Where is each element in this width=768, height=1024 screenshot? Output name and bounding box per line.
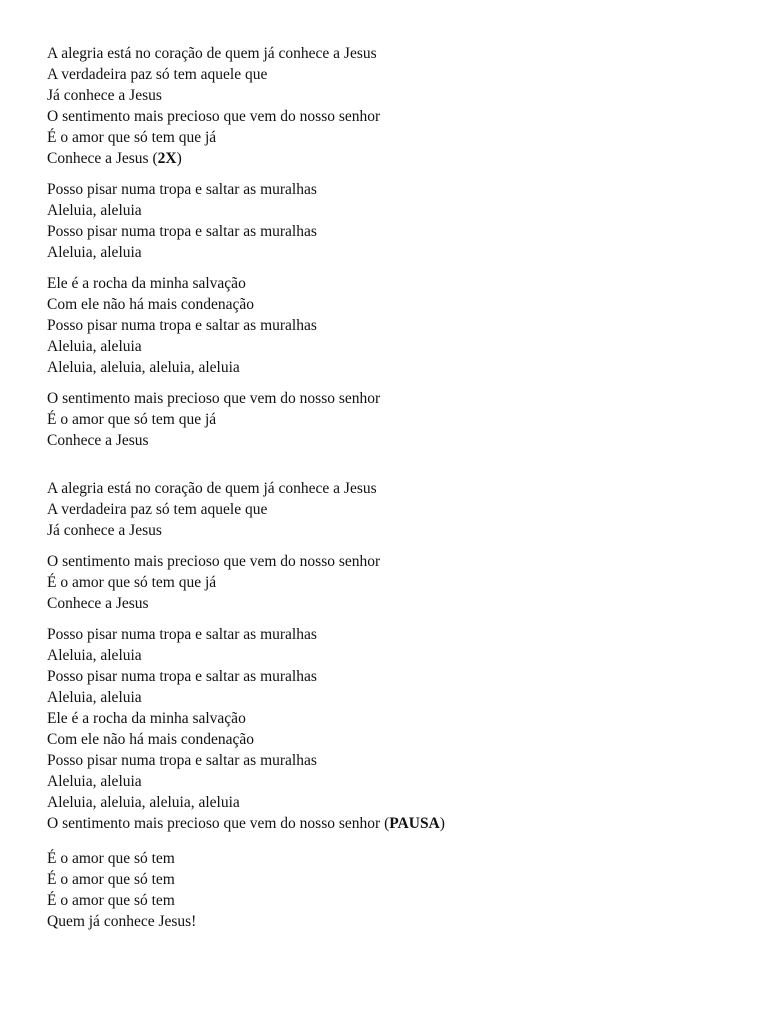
lyric-line: Posso pisar numa tropa e saltar as muralhas [47,181,317,198]
lyric-line: Com ele não há mais condenação [47,731,255,748]
lyric-text: Conhece a Jesus ( [47,150,158,167]
lyric-line: Já conhece a Jesus [47,87,162,104]
lyric-line: A alegria está no coração de quem já conhece a Jesus [47,480,377,497]
lyric-line: Posso pisar numa tropa e saltar as muralhas [47,223,317,240]
lyric-text: ) [176,150,182,167]
lyric-line: O sentimento mais precioso que vem do nosso senhor [47,553,381,570]
lyric-line: Aleluia, aleluia [47,244,142,261]
lyric-line: Aleluia, aleluia [47,202,142,219]
lyric-line: É o amor que só tem que já [47,129,217,146]
lyric-line: Aleluia, aleluia [47,689,142,706]
lyric-line: Quem já conhece Jesus! [47,913,197,930]
lyric-line: A verdadeira paz só tem aquele que [47,501,268,518]
stanza-1 [47,43,747,169]
lyric-line: Aleluia, aleluia, aleluia, aleluia [47,794,240,811]
lyric-line: É o amor que só tem que já [47,411,217,428]
stanza-4 [47,388,747,451]
lyric-line: O sentimento mais precioso que vem do nosso senhor [47,390,381,407]
lyric-line: Posso pisar numa tropa e saltar as muralhas [47,317,317,334]
lyric-line: A alegria está no coração de quem já conhece a Jesus [47,45,377,62]
lyric-line: Conhece a Jesus [47,595,149,612]
lyric-line: Posso pisar numa tropa e saltar as muralhas [47,626,317,643]
lyric-line: Ele é a rocha da minha salvação [47,275,246,292]
lyric-line: Aleluia, aleluia [47,647,142,664]
stanza-3 [47,273,747,378]
lyric-line: Com ele não há mais condenação [47,296,255,313]
lyric-text: ) [439,815,445,832]
lyric-line: A verdadeira paz só tem aquele que [47,66,268,83]
stanza-6 [47,551,747,614]
lyric-line: É o amor que só tem [47,871,175,888]
lyric-line: Aleluia, aleluia, aleluia, aleluia [47,359,240,376]
lyric-line: É o amor que só tem [47,892,175,909]
lyric-line: Aleluia, aleluia [47,338,142,355]
lyric-line: Posso pisar numa tropa e saltar as muralhas [47,668,317,685]
lyric-line: É o amor que só tem que já [47,574,217,591]
lyric-line: Aleluia, aleluia [47,773,142,790]
lyrics-document [47,43,747,932]
repeat-marker: 2X [157,150,177,167]
lyric-line: Já conhece a Jesus [47,522,162,539]
lyric-line: Ele é a rocha da minha salvação [47,710,246,727]
lyric-text: O sentimento mais precioso que vem do nosso senhor ( [47,815,390,832]
stanza-2 [47,179,747,263]
stanza-7 [47,624,747,834]
stanza-5 [47,478,747,541]
stanza-8 [47,848,747,932]
lyric-line: É o amor que só tem [47,850,175,867]
lyric-line [47,148,747,169]
lyric-line: Posso pisar numa tropa e saltar as muralhas [47,752,317,769]
lyric-line [47,813,747,834]
lyric-line: O sentimento mais precioso que vem do nosso senhor [47,108,381,125]
pause-marker: PAUSA [389,815,440,832]
lyric-line: Conhece a Jesus [47,432,149,449]
